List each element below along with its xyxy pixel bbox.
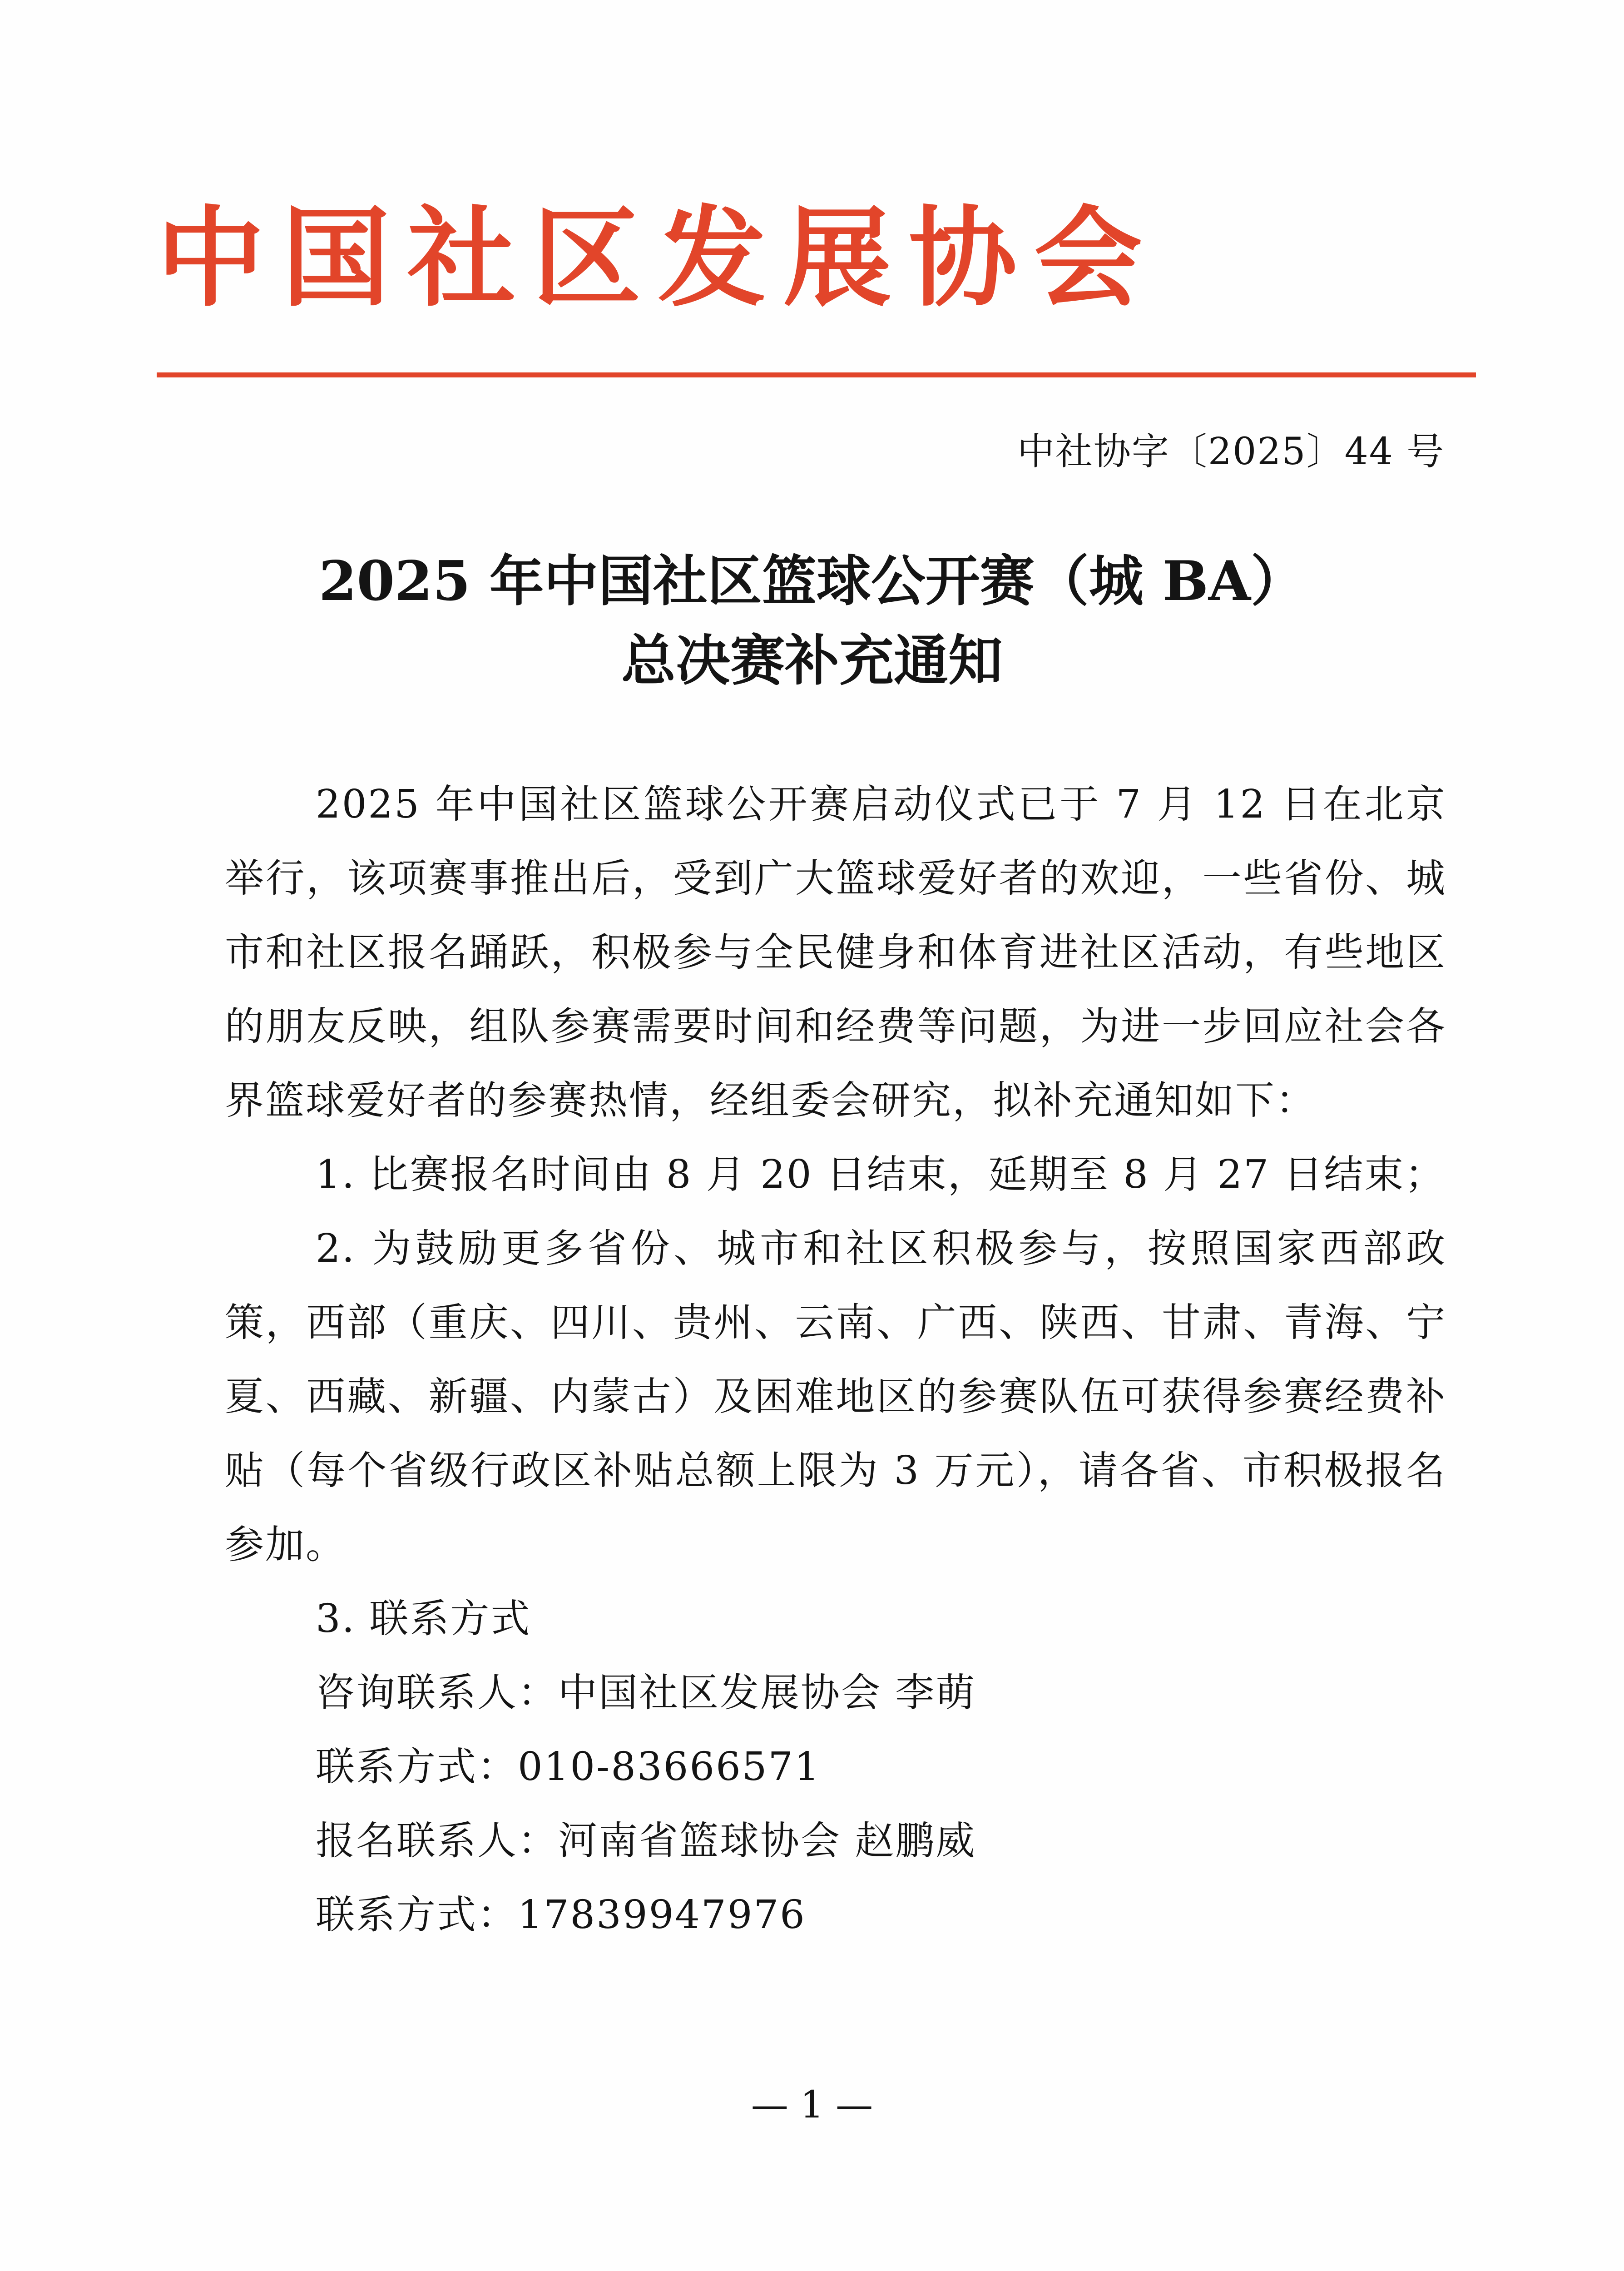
page-number: — 1 —	[751, 2083, 873, 2127]
item-2-paragraph: 2. 为鼓励更多省份、城市和社区积极参与，按照国家西部政策，西部（重庆、四川、贵州、云南、广西、陕西、甘肃、青海、宁夏、西藏、新疆、内蒙古）及困难地区的参赛队伍可获得参赛经费补贴（每个省级行政区补贴总额上限为 3 万元），请各省、市积极报名参加。	[225, 1226, 1446, 1567]
organization-header: 中国社区发展协会	[157, 196, 1159, 322]
header-red-rule	[157, 372, 1476, 377]
document-title-line1: 2025 年中国社区篮球公开赛（城 BA）	[318, 549, 1306, 613]
consult-contact: 咨询联系人：中国社区发展协会 李萌	[316, 1670, 976, 1716]
register-phone: 联系方式：17839947976	[316, 1892, 806, 1938]
document-number: 中社协字〔2025〕44 号	[1017, 430, 1445, 473]
document-body	[225, 768, 1446, 1952]
document-title-line2: 总决赛补充通知	[621, 629, 1003, 693]
intro-paragraph: 2025 年中国社区篮球公开赛启动仪式已于 7 月 12 日在北京举行，该项赛事推出后，受到广大篮球爱好者的欢迎，一些省份、城市和社区报名踊跃，积极参与全民健身和体育进社区活动，有些地区的朋友反映，组队参赛需要时间和经费等问题，为进一步回应社会各界篮球爱好者的参赛热情，经组委会研究，拟补充通知如下：	[225, 782, 1446, 1123]
register-contact: 报名联系人：河南省篮球协会 赵鹏威	[316, 1818, 976, 1864]
item-1-paragraph: 1. 比赛报名时间由 8 月 20 日结束，延期至 8 月 27 日结束；	[316, 1152, 1446, 1197]
item-3-heading: 3. 联系方式	[316, 1596, 531, 1641]
consult-phone: 联系方式：010-83666571	[316, 1744, 821, 1790]
